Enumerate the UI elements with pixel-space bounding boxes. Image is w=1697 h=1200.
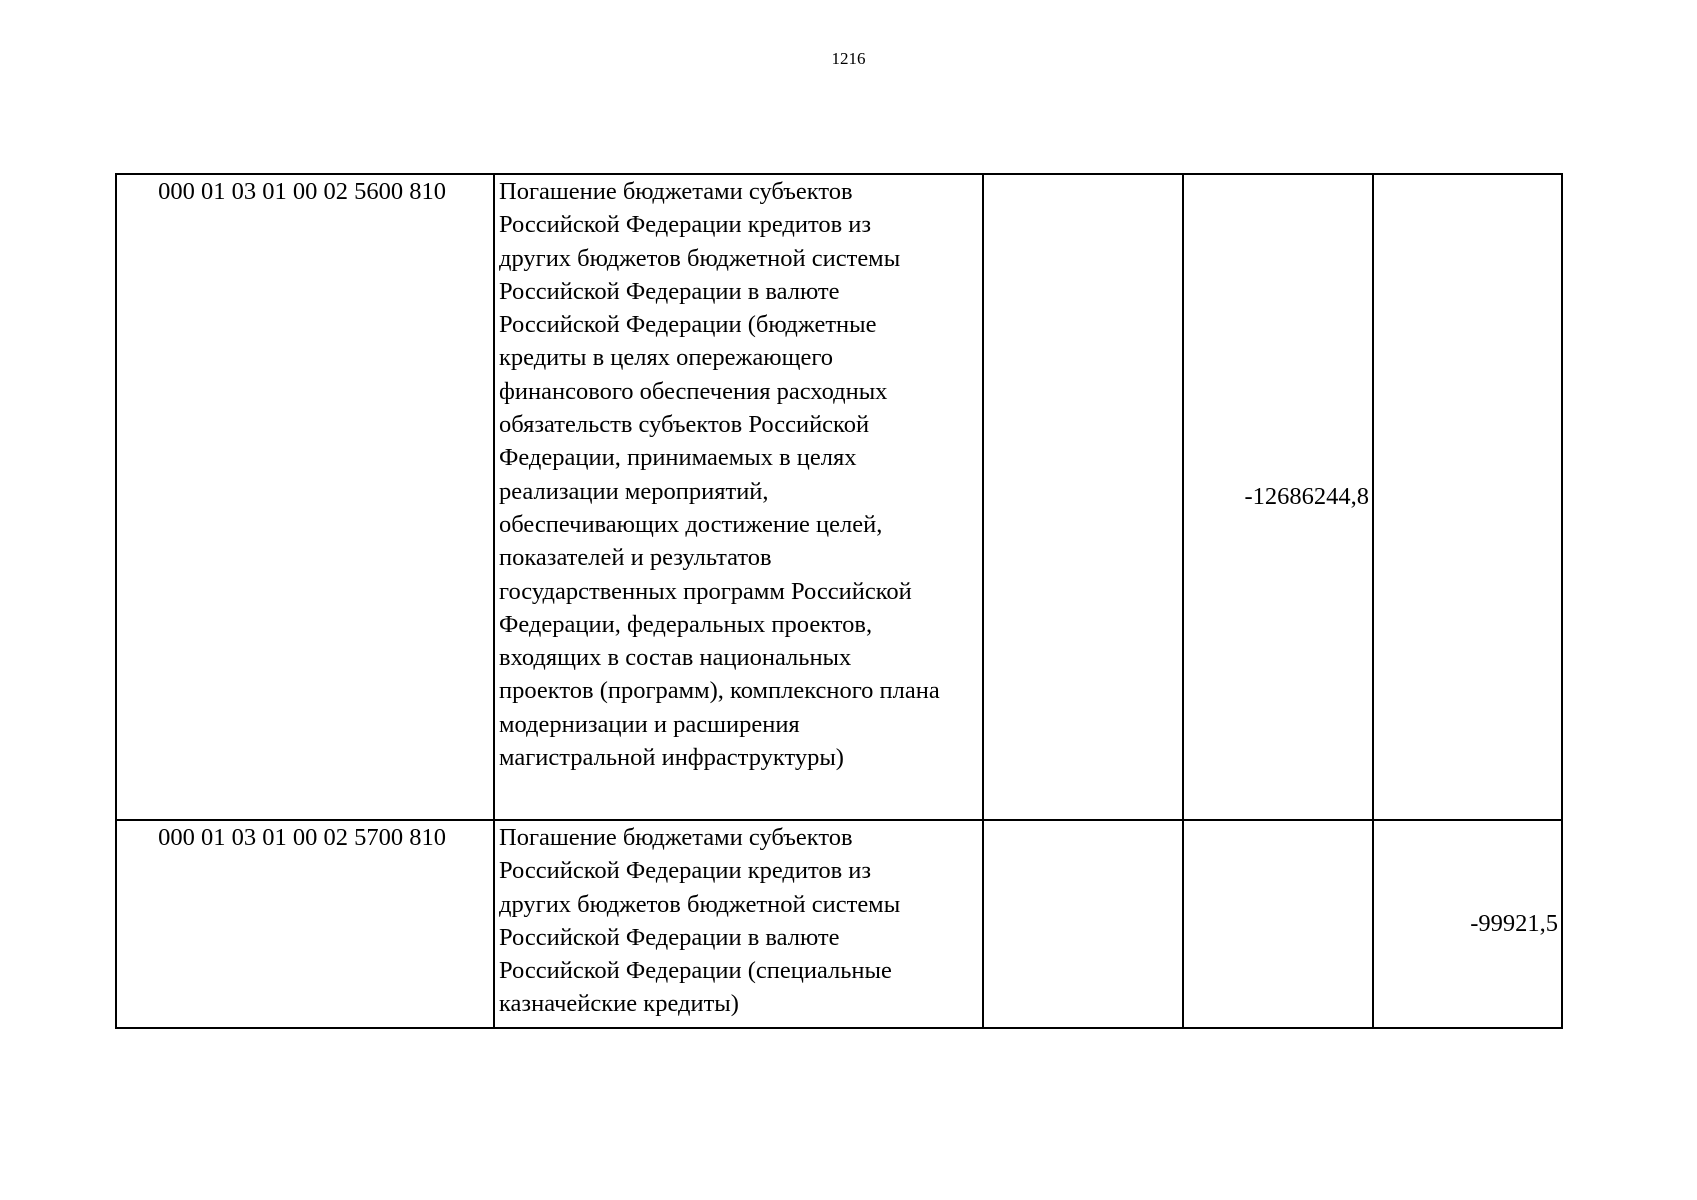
item-name-line: Федерации, принимаемых в целях — [499, 444, 857, 472]
item-name-line: входящих в состав национальных — [499, 644, 852, 672]
page-number: 1216 — [831, 49, 866, 68]
item-name-line: магистральной инфраструктуры) — [499, 744, 844, 772]
item-name-line: Российской Федерации (бюджетные — [499, 311, 877, 339]
item-name-line: Российской Федерации (специальные — [499, 957, 892, 985]
budget-sources-table — [115, 173, 1563, 1029]
amount-cell-col3: -99921,5 — [1373, 820, 1562, 1028]
table-row — [116, 820, 1562, 1028]
item-name-line: кредиты в целях опережающего — [499, 344, 834, 372]
amount-cell-col1 — [983, 174, 1183, 820]
item-name-line: реализации мероприятий, — [499, 477, 769, 505]
item-name-line: казначейские кредиты) — [499, 990, 739, 1018]
item-name-line: Федерации, федеральных проектов, — [499, 610, 873, 638]
item-name-cell — [494, 820, 983, 1028]
amount-cell-col3 — [1373, 174, 1562, 820]
item-name-line: государственных программ Российской — [499, 577, 912, 605]
amount-cell-col2: -12686244,8 — [1183, 174, 1373, 820]
item-name-line: обязательств субъектов Российской — [499, 411, 870, 439]
amount-cell-col1 — [983, 820, 1183, 1028]
item-name-line: проектов (программ), комплексного плана — [499, 677, 940, 705]
item-name-line: финансового обеспечения расходных — [499, 377, 888, 405]
item-name-line: обеспечивающих достижение целей, — [499, 510, 883, 538]
item-name-line: Погашение бюджетами субъектов — [499, 178, 853, 205]
item-name-cell — [494, 174, 983, 820]
amount-cell-col2 — [1183, 820, 1373, 1028]
item-name-line: Российской Федерации в валюте — [499, 277, 840, 305]
budget-code-cell: 000 01 03 01 00 02 5700 810 — [116, 820, 494, 1028]
table-row — [116, 174, 1562, 820]
item-name-line: Российской Федерации в валюте — [499, 923, 840, 951]
budget-code-cell: 000 01 03 01 00 02 5600 810 — [116, 174, 494, 820]
item-name-line: Российской Федерации кредитов из — [499, 857, 872, 885]
item-name-line: других бюджетов бюджетной системы — [499, 890, 901, 918]
item-name-line: других бюджетов бюджетной системы — [499, 244, 901, 272]
item-name-line: модернизации и расширения — [499, 710, 800, 738]
item-name-line: Погашение бюджетами субъектов — [499, 824, 853, 851]
item-name-line: Российской Федерации кредитов из — [499, 211, 872, 239]
item-name-line: показателей и результатов — [499, 544, 772, 572]
